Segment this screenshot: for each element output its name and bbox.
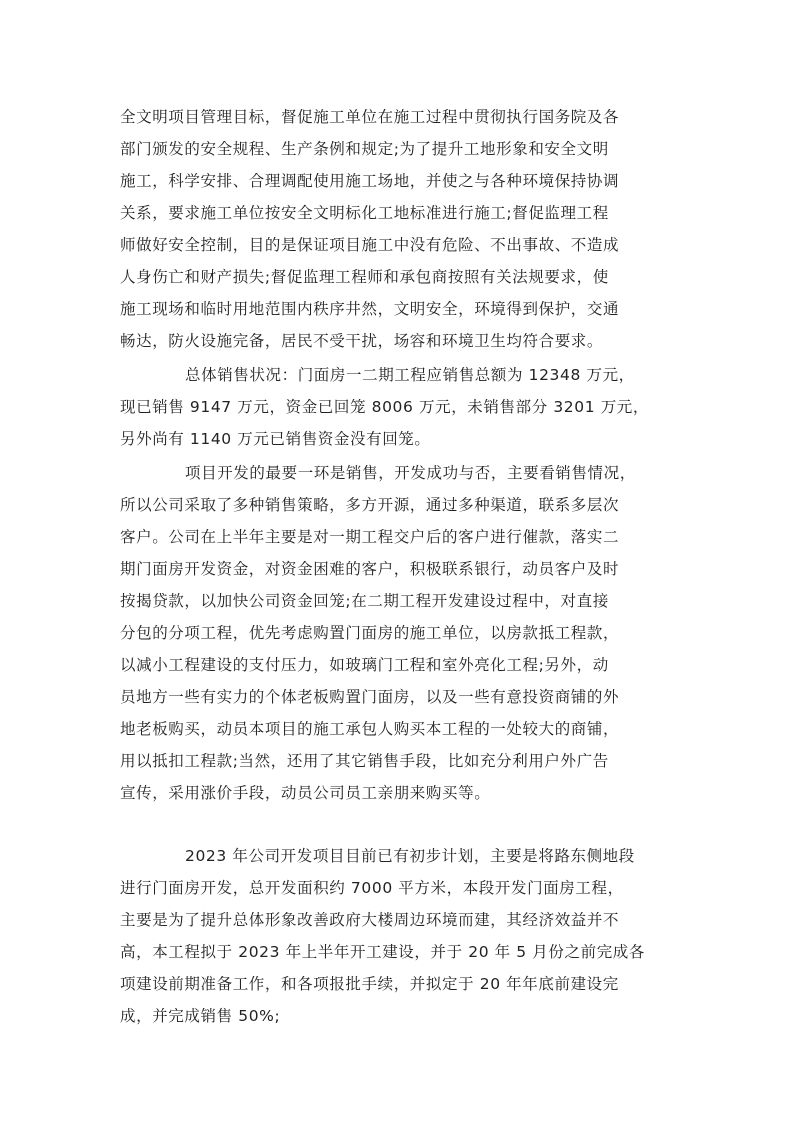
- text-line: 分包的分项工程，优先考虑购置门面房的施工单位，以房款抵工程款，: [120, 624, 620, 642]
- text-line: 地老板购买，动员本项目的施工承包人购买本工程的一处较大的商铺，: [120, 720, 620, 738]
- text-line: 员地方一些有实力的个体老板购置门面房，以及一些有意投资商铺的外: [120, 688, 620, 706]
- text-line: 高，本工程拟于 2023 年上半年开工建设，并于 20 年 5 月份之前完成各: [120, 943, 645, 961]
- text-line: 师做好安全控制，目的是保证项目施工中没有危险、不出事故、不造成: [120, 236, 620, 254]
- text-line: 按揭贷款，以加快公司资金回笼;在二期工程开发建设过程中，对直接: [120, 592, 609, 610]
- text-line: 客户。公司在上半年主要是对一期工程交户后的客户进行催款，落实二: [120, 528, 620, 546]
- text-line: 项建设前期准备工作，和各项报批手续，并拟定于 20 年年底前建设完: [120, 975, 619, 993]
- text-line: 关系，要求施工单位按安全文明标化工地标准进行施工;督促监理工程: [120, 204, 609, 222]
- text-line: 宣传，采用涨价手段，动员公司员工亲朋来购买等。: [120, 784, 491, 802]
- text-line: 施工现场和临时用地范围内秩序井然，文明安全，环境得到保护，交通: [120, 300, 620, 318]
- text-line: 全文明项目管理目标，督促施工单位在施工过程中贯彻执行国务院及各: [120, 108, 620, 126]
- text-line: 所以公司采取了多种销售策略，多方开源，通过多种渠道，联系多层次: [120, 496, 620, 514]
- text-line: 部门颁发的安全规程、生产条例和规定;为了提升工地形象和安全文明: [120, 140, 609, 158]
- text-line: 人身伤亡和财产损失;督促监理工程师和承包商按照有关法规要求，使: [120, 268, 609, 286]
- text-line: 期门面房开发资金，对资金困难的客户，积极联系银行，动员客户及时: [120, 560, 620, 578]
- text-line: 施工，科学安排、合理调配使用施工场地，并使之与各种环境保持协调: [120, 172, 620, 190]
- text-line: 总体销售状况：门面房一二期工程应销售总额为 12348 万元，: [185, 366, 635, 384]
- text-line: 主要是为了提升总体形象改善政府大楼周边环境而建，其经济效益并不: [120, 911, 620, 929]
- text-line: 畅达，防火设施完备，居民不受干扰，场容和环境卫生均符合要求。: [120, 332, 604, 350]
- text-line: 2023 年公司开发项目目前已有初步计划，主要是将路东侧地段: [185, 847, 635, 865]
- text-line: 现已销售 9147 万元，资金已回笼 8006 万元，未销售部分 3201 万元，: [120, 398, 650, 416]
- text-line: 项目开发的最要一环是销售，开发成功与否，主要看销售情况，: [185, 464, 636, 482]
- text-line: 以减小工程建设的支付压力，如玻璃门工程和室外亮化工程;另外，动: [120, 656, 609, 674]
- text-line: 进行门面房开发，总开发面积约 7000 平方米，本段开发门面房工程，: [120, 879, 624, 897]
- text-line: 用以抵扣工程款;当然，还用了其它销售手段，比如充分利用户外广告: [120, 752, 609, 770]
- text-line: 成，并完成销售 50%;: [120, 1007, 281, 1025]
- text-line: 另外尚有 1140 万元已销售资金没有回笼。: [120, 430, 431, 448]
